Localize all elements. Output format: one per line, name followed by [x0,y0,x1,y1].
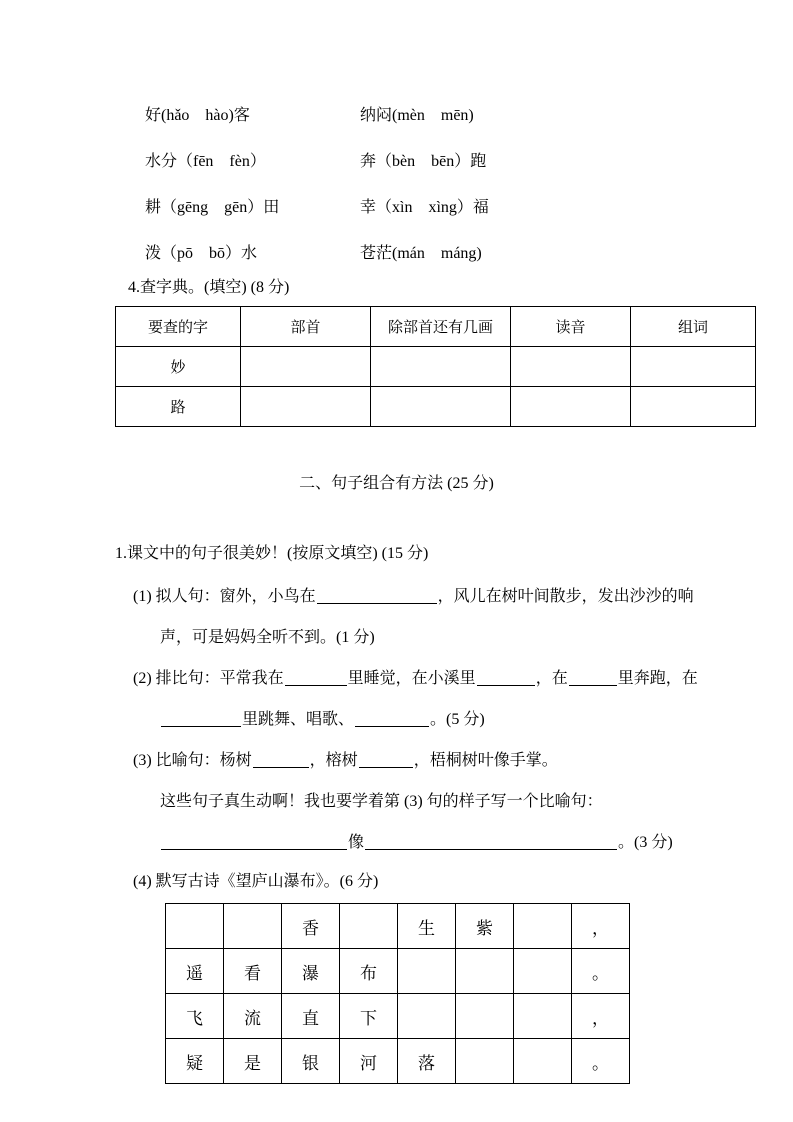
pinyin-exercise-block [145,102,489,263]
poem-cell-filled: 香 [282,904,340,949]
answer-blank[interactable] [285,670,347,686]
poem-cell-filled: 落 [398,1039,456,1084]
poem-cell-blank[interactable] [340,904,398,949]
poem-cell-filled: 看 [224,949,282,994]
question-text: 里睡觉，在小溪里 [347,670,476,687]
poem-cell-blank[interactable] [514,904,572,949]
poem-row [166,904,630,949]
q1-item1-line2: 声，可是妈妈全听不到。(1 分) [160,629,375,646]
pinyin-item: 好(hǎo hào)客 [145,107,250,124]
poem-cell-blank[interactable] [398,994,456,1039]
poem-row [166,994,630,1039]
poem-cell-filled: 飞 [166,994,224,1039]
dict-answer-cell[interactable] [511,387,631,427]
dict-answer-cell[interactable] [631,387,756,427]
pinyin-item: 奔（bèn bēn）跑 [360,153,487,170]
dict-header-cell: 读音 [511,307,631,347]
poem-cell-blank[interactable] [514,949,572,994]
pinyin-item: 幸（xìn xìng）福 [360,199,489,216]
poem-row [166,1039,630,1084]
dictionary-question-title: 4.查字典。(填空) (8 分) [128,279,290,296]
poem-grid-body [166,904,630,1084]
poem-cell-filled: 布 [340,949,398,994]
question-text: 里跳舞、唱歌、 [242,711,355,728]
pinyin-item: 水分（fēn fèn） [145,153,266,170]
poem-cell-blank[interactable] [166,904,224,949]
question-text: 里奔跑，在 [617,670,698,687]
poem-cell-blank[interactable] [456,1039,514,1084]
poem-cell-filled: 下 [340,994,398,1039]
q1-item3-line3 [160,829,673,852]
poem-cell-blank[interactable] [514,1039,572,1084]
poem-cell-filled: 。 [572,1039,630,1084]
answer-blank[interactable] [359,752,413,768]
q1-item4-title: (4) 默写古诗《望庐山瀑布》。(6 分) [133,873,379,890]
dictionary-header-row [116,307,756,347]
poem-cell-blank[interactable] [456,949,514,994]
poem-cell-filled: 流 [224,994,282,1039]
poem-cell-filled: 瀑 [282,949,340,994]
dict-answer-cell[interactable] [371,347,511,387]
poem-row [166,949,630,994]
poem-cell-filled: 紫 [456,904,514,949]
answer-blank[interactable] [355,711,429,727]
poem-cell-blank[interactable] [514,994,572,1039]
poem-cell-filled: 疑 [166,1039,224,1084]
dict-header-cell: 部首 [241,307,371,347]
dict-char-cell: 路 [116,387,241,427]
question-text: (2) 排比句：平常我在 [133,670,284,687]
table-row [116,387,756,427]
dict-answer-cell[interactable] [511,347,631,387]
poem-grid [165,903,630,1084]
question-text: ，梧桐树叶像手掌。 [413,752,558,769]
poem-cell-filled: 是 [224,1039,282,1084]
poem-cell-blank[interactable] [224,904,282,949]
dict-answer-cell[interactable] [371,387,511,427]
poem-cell-filled: 银 [282,1039,340,1084]
answer-blank[interactable] [253,752,309,768]
question-text: ，风儿在树叶间散步，发出沙沙的响 [437,588,694,605]
answer-blank[interactable] [161,834,347,850]
dict-header-cell: 要查的字 [116,307,241,347]
dict-answer-cell[interactable] [241,347,371,387]
answer-blank[interactable] [477,670,535,686]
dict-answer-cell[interactable] [631,347,756,387]
question-text: (1) 拟人句：窗外，小鸟在 [133,588,316,605]
dictionary-table [115,306,756,427]
question-text: 像 [348,834,365,851]
question-text: ，在 [535,670,568,687]
table-row [116,347,756,387]
pinyin-item: 耕（gēng gēn）田 [145,199,280,216]
poem-cell-filled: ， [572,994,630,1039]
q1-item2-line1 [133,665,698,688]
pinyin-item: 纳闷(mèn mēn) [360,107,474,124]
poem-cell-filled: 直 [282,994,340,1039]
q1-item1-line1 [133,583,694,606]
q1-item3-line1 [133,747,558,770]
poem-cell-filled: ， [572,904,630,949]
poem-cell-filled: 生 [398,904,456,949]
poem-cell-blank[interactable] [456,994,514,1039]
answer-blank[interactable] [365,834,617,850]
answer-blank[interactable] [317,588,437,604]
q1-item3-line2: 这些句子真生动啊！我也要学着第 (3) 句的样子写一个比喻句： [160,793,603,810]
pinyin-item: 泼（pō bō）水 [145,245,258,262]
dict-header-cell: 组词 [631,307,756,347]
q1-title: 1.课文中的句子很美妙！(按原文填空) (15 分) [115,545,429,562]
q1-item2-line2 [160,706,485,729]
dict-char-cell: 妙 [116,347,241,387]
answer-blank[interactable] [161,711,241,727]
section-two-heading: 二、句子组合有方法 (25 分) [299,475,494,492]
question-text: 。(5 分) [430,711,485,728]
question-text: ，榕树 [309,752,358,769]
poem-cell-filled: 。 [572,949,630,994]
poem-cell-blank[interactable] [398,949,456,994]
answer-blank[interactable] [569,670,617,686]
pinyin-item: 苍茫(mán máng) [360,245,482,262]
question-text: 。(3 分) [618,834,673,851]
dict-header-cell: 除部首还有几画 [371,307,511,347]
poem-cell-filled: 河 [340,1039,398,1084]
poem-cell-filled: 遥 [166,949,224,994]
dict-answer-cell[interactable] [241,387,371,427]
question-text: (3) 比喻句：杨树 [133,752,252,769]
